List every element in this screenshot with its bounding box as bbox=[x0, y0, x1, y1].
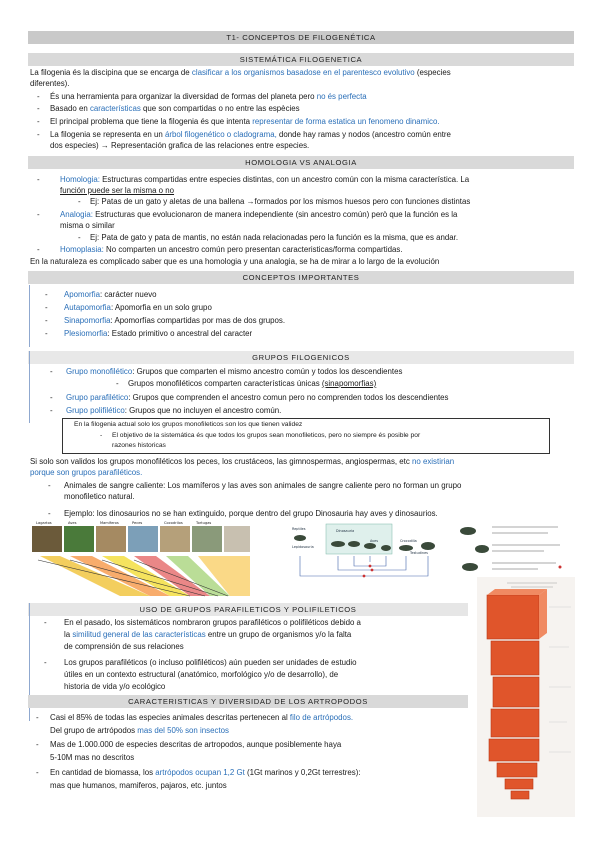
artropodos-line-2: Del grupo de artrópodos mas del 50% son insectos bbox=[50, 726, 229, 735]
naturaleza-note: En la naturaleza es complicado saber que es una homologia y una analogia, se ha de mirar a lo largo de la evolución bbox=[30, 257, 440, 266]
section-divider-line bbox=[29, 351, 30, 423]
bullet-icon: - bbox=[37, 130, 40, 139]
grupo-parafiletico: Grupo parafilético: Grupos que comprenden el ancestro comun pero no comprenden todos los descendientes bbox=[66, 393, 449, 402]
bullet-icon: - bbox=[37, 104, 40, 113]
uso-line-1: En el pasado, los sistemáticos nombraron grupos parafiléticos o polifiléticos debido a bbox=[64, 618, 361, 627]
artropodos-line-1: Casi el 85% de todas las especies animales descritas pertenecen al filo de artrópodos. bbox=[50, 713, 354, 722]
uso-line-2: la similitud general de las características entre un grupo de organismos y/o la falta bbox=[64, 630, 352, 639]
bullet-icon: - bbox=[37, 175, 40, 184]
validity-note-line-1: En la filogenia actual solo los grupos monofileticos son los que tienen validez bbox=[74, 421, 303, 428]
bullet-icon: - bbox=[45, 303, 48, 312]
bullet-icon: - bbox=[116, 379, 119, 388]
s1-bullet-4-cont: dos especies) → Representación grafica de las relaciones entre especies. bbox=[50, 141, 310, 150]
tree-tag: Mamíferos bbox=[100, 521, 119, 525]
title-bar: T1- CONCEPTOS DE FILOGENÉTICA bbox=[28, 31, 574, 44]
colored-clade-branches bbox=[38, 556, 250, 596]
arthropod-biomass-infographic bbox=[477, 577, 575, 817]
homologia-def-cont: función puede ser la misma o no bbox=[60, 186, 175, 195]
bullet-icon: - bbox=[37, 210, 40, 219]
sangre-caliente: Animales de sangre caliente: Los mamíferos y las aves son animales de sangre caliente pero no forman un grupo bbox=[64, 481, 462, 490]
concept-sinapomorfia: Sinapomorfia: Apomorfías compartidas por mas de dos grupos. bbox=[64, 316, 286, 325]
uso-line-4: Los grupos parafiléticos (o incluso polifiléticos) aún pueden ser unidades de estudio bbox=[64, 658, 357, 667]
validity-note-line-3: razones historicas bbox=[112, 442, 166, 449]
section-heading-uso-grupos: USO DE GRUPOS PARAFILETICOS Y POLIFILETICOS bbox=[28, 603, 468, 616]
tree-tag: Tortugas bbox=[196, 521, 212, 525]
bullet-icon: - bbox=[45, 290, 48, 299]
tree-tag: Aves bbox=[68, 521, 77, 525]
bullet-icon: - bbox=[44, 618, 47, 627]
bullet-icon: - bbox=[100, 432, 103, 439]
intro-line-1: La filogenia és la discipina que se encarga de clasificar a los organismos basadose en el parentesco evolutivo (especies bbox=[30, 68, 451, 77]
bullet-icon: - bbox=[78, 197, 81, 206]
tree-tag: Cocodrilos bbox=[164, 521, 183, 525]
bullet-icon: - bbox=[50, 406, 53, 415]
section-heading-grupos: GRUPOS FILOGENICOS bbox=[28, 351, 574, 364]
bullet-icon: - bbox=[44, 658, 47, 667]
s1-bullet-4: La filogenia se representa en un árbol filogenético o cladograma, donde hay ramas y nodos (ancestro común entre bbox=[50, 130, 451, 139]
bullet-icon: - bbox=[50, 393, 53, 402]
s1-bullet-2: Basado en características que son compartidas o no entre las espècies bbox=[50, 104, 300, 113]
bullet-icon: - bbox=[48, 509, 51, 518]
concept-autapomorfia: Autapomorfia: Apomorfia en un solo grupo bbox=[64, 303, 212, 312]
clado-tag: Dinosauria bbox=[336, 529, 355, 533]
sangre-caliente-cont: monofiletico natural. bbox=[64, 492, 135, 501]
dinosaurios-example: Ejemplo: los dinosaurios no se han extinguido, porque dentro del grupo Dinosauria hay aves y dinosaurios. bbox=[64, 509, 438, 518]
clado-tag: Testudines bbox=[410, 551, 428, 555]
tree-tag: Peces bbox=[132, 521, 143, 525]
homoplasia-def: Homoplasia: No comparten un ancestro común pero presentan caracteristicas/forma compartidas. bbox=[60, 245, 403, 254]
bullet-icon: - bbox=[36, 768, 39, 777]
bullet-icon: - bbox=[37, 92, 40, 101]
clado-tag: Reptiles bbox=[292, 527, 306, 531]
validos-paragraph: Si solo son validos los grupos monofiléticos los peces, los crustáceos, las gimnospermas, angiospermas, etc no existirian bbox=[30, 457, 455, 466]
cladogram-legend bbox=[448, 519, 574, 579]
grupo-monofiletico: Grupo monofilético: Grupos que comparten el mismo ancestro común y todos los descendientes bbox=[66, 367, 403, 376]
cladogram-branches bbox=[300, 556, 428, 576]
artropodos-line-6: mas que humanos, mamiferos, pajaros, etc. juntos bbox=[50, 781, 227, 790]
analogia-def-cont: misma o similar bbox=[60, 221, 115, 230]
bullet-icon: - bbox=[48, 481, 51, 490]
artropodos-line-3: Mas de 1.000.000 de especies descritas de artropodos, aunque posiblemente haya bbox=[50, 740, 342, 749]
s1-bullet-3: El principal problema que tiene la filogenia és que intenta representar de forma estatica un fenomeno dinamico. bbox=[50, 117, 440, 126]
clado-tag: Crocodilia bbox=[400, 539, 417, 543]
section-heading-artropodos: CARACTERISTICAS Y DIVERSIDAD DE LOS ARTROPODOS bbox=[28, 695, 468, 708]
bullet-icon: - bbox=[45, 316, 48, 325]
grupo-polifiletico: Grupo polifilético: Grupos que no incluyen el ancestro común. bbox=[66, 406, 282, 415]
clado-tag: Aves bbox=[370, 539, 378, 543]
artropodos-line-4: 5-10M mas no descritos bbox=[50, 753, 135, 762]
section-heading-conceptos: CONCEPTOS IMPORTANTES bbox=[28, 271, 574, 284]
bullet-icon: - bbox=[37, 245, 40, 254]
uso-line-3: de comprensión de sus relaciones bbox=[64, 642, 184, 651]
s1-bullet-1: És una herramienta para organizar la diversidad de formas del planeta pero no és perfecta bbox=[50, 92, 367, 101]
monofiletico-sub: Grupos monofiléticos comparten características únicas (sinapomorfias) bbox=[128, 379, 377, 388]
homologia-example: Ej: Patas de un gato y aletas de una ballena →formados por los mismos huesos pero con funciones distintas bbox=[90, 197, 471, 206]
section-heading-sistematica: SISTEMÁTICA FILOGENETICA bbox=[28, 53, 574, 66]
validity-note-line-2: El objetivo de la sistemática és que todos los grupos sean monofileticos, pero no siempre és posible por bbox=[112, 432, 421, 439]
phylogenetic-tree-figure bbox=[30, 520, 252, 598]
bullet-icon: - bbox=[36, 713, 39, 722]
bullet-icon: - bbox=[78, 233, 81, 242]
homologia-def: Homologia: Estructuras compartidas entre especies distintas, con un ancestro común con la misma característica. La bbox=[60, 175, 470, 184]
bullet-icon: - bbox=[45, 329, 48, 338]
section-divider-line bbox=[29, 285, 30, 347]
node-markers bbox=[363, 565, 374, 578]
dinosauria-cladogram-figure bbox=[290, 520, 440, 580]
bullet-icon: - bbox=[50, 367, 53, 376]
concept-plesiomorfia: Plesiomorfia: Estado primitivo o ancestral del caracter bbox=[64, 329, 253, 338]
intro-line-2: diferentes). bbox=[30, 79, 70, 88]
clado-tag: Lepidosauria bbox=[292, 545, 314, 549]
uso-line-5: útiles en un contexto estructural (anatómico, morfológico y/o de desarrollo), de bbox=[64, 670, 339, 679]
bullet-icon: - bbox=[37, 117, 40, 126]
concept-apomorfia: Apomorfia: carácter nuevo bbox=[64, 290, 157, 299]
tree-tag: Lagartos bbox=[36, 521, 52, 525]
species-photos bbox=[32, 526, 250, 552]
validos-paragraph-cont: porque son grupos parafiléticos. bbox=[30, 468, 143, 477]
bullet-icon: - bbox=[36, 740, 39, 749]
analogia-def: Analogia: Estructuras que evolucionaron de manera independiente (sin ancestro común) però que la función es la bbox=[60, 210, 458, 219]
species-tags bbox=[36, 521, 211, 525]
uso-line-6: historia de vida y/o ecológico bbox=[64, 682, 166, 691]
analogia-example: Ej: Pata de gato y pata de mantis, no están nada relacionadas pero la función es la misma, que es andar. bbox=[90, 233, 459, 242]
section-heading-homologia: HOMOLOGIA VS ANALOGIA bbox=[28, 156, 574, 169]
artropodos-line-5: En cantidad de biomassa, los artrópodos ocupan 1,2 Gt (1Gt marinos y 0,2Gt terrestres): bbox=[50, 768, 361, 777]
